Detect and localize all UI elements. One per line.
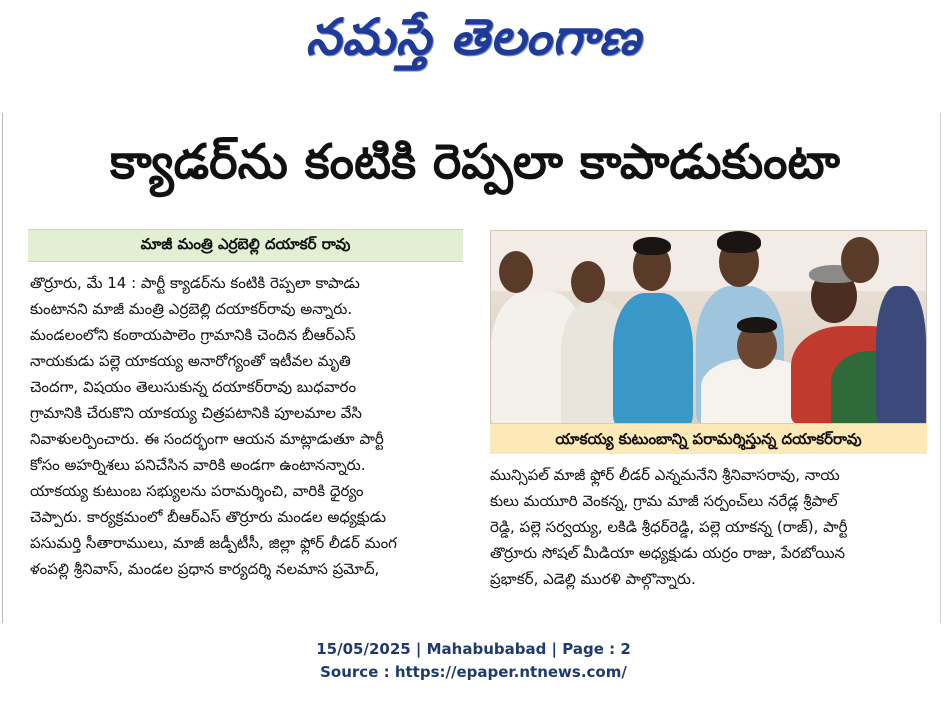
photo-person-head: [499, 251, 533, 293]
newspaper-masthead: నమస్తే తెలంగాణ: [305, 8, 642, 66]
footer-source-line: Source : https://epaper.ntnews.com/: [320, 663, 627, 681]
body-line: చెప్పారు. కార్యక్రమంలో బీఆర్‌ఎస్‌ తొర్రూరు మండల అధ్యక్షుడు: [30, 508, 387, 526]
body-line: మండలంలోని కంఠాయపాలెం గ్రామానికి చెందిన బీఆర్‌ఎస్‌: [30, 326, 356, 344]
footer-date-line: 15/05/2025 | Mahabubabad | Page : 2: [316, 640, 631, 658]
body-line: చెందగా, విషయం తెలుసుకున్న దయాకర్‌రావు బుధవారం: [30, 378, 357, 396]
body-line: నివాళులర్పించారు. ఈ సందర్భంగా ఆయన మాట్లాడుతూ పార్టీ: [30, 430, 384, 448]
article-photo: [490, 230, 927, 425]
body-line: కోసం అహర్నిశలు పనిచేసిన వారికి అండగా ఉంటానన్నారు.: [30, 456, 366, 474]
clipping-edge-right: [940, 113, 941, 623]
photo-person-hair: [633, 237, 671, 255]
article-headline: క్యాడర్‌ను కంటికి రెప్పలా కాపాడుకుంటా: [110, 134, 840, 190]
body-line: కులు మయూరి వెంకన్న, గ్రామ మాజీ సర్పంచ్‌లు నరేడ్ల శ్రీపాల్‌: [490, 492, 838, 510]
body-line: యాకయ్య కుటుంబ సభ్యులను పరామర్శించి, వారికి ధైర్యం: [30, 482, 364, 500]
body-line: ళంపల్లి శ్రీనివాస్‌, మండల ప్రధాన కార్యదర్శి నలమాస ప్రమోద్‌,: [30, 560, 380, 578]
body-line: తొర్రూరు సోషల్‌ మీడియా అధ్యక్షుడు యర్రం రాజు, పేరబోయిన: [490, 544, 846, 562]
photo-caption: యాకయ్య కుటుంబాన్ని పరామర్శిస్తున్న దయాకర్‌రావు: [490, 423, 927, 454]
photo-person-hair: [737, 317, 777, 333]
body-line: రెడ్డి, పల్లె సర్వయ్య, లకిడి శ్రీధర్‌రెడ్డి, పల్లె యాకన్న (రాజ్‌), పార్టీ: [490, 518, 848, 536]
body-line: కుంటానని మాజీ మంత్రి ఎర్రబెల్లి దయాకర్‌రావు అన్నారు.: [30, 300, 353, 318]
body-line: తొర్రూరు, మే 14 : పార్టీ క్యాడర్‌ను కంటికి రెప్పలా కాపాడు: [30, 274, 360, 292]
clipping-edge-left: [2, 113, 3, 623]
body-line: ప్రభాకర్‌, ఎడెల్లి మురళి పాల్గొన్నారు.: [490, 570, 696, 588]
photo-person-head: [571, 261, 605, 303]
body-line: నాయకుడు పల్లె యాకయ్య అనారోగ్యంతో ఇటీవల మృతి: [30, 352, 351, 370]
photo-person-hair: [717, 231, 761, 253]
photo-person: [613, 293, 693, 425]
photo-person: [876, 286, 926, 425]
article-body-right-column: [490, 462, 930, 592]
article-body-left-column: [30, 270, 468, 582]
photo-person-head: [841, 237, 879, 283]
body-line: పసుమర్తి సీతారాములు, మాజీ జడ్పీటీసీ, జిల్లా ఫ్లోర్‌ లీడర్‌ మంగ: [30, 534, 397, 552]
body-line: మున్సిపల్‌ మాజీ ఫ్లోర్‌ లీడర్‌ ఎన్నమనేని శ్రీనివాసరావు, నాయ: [490, 466, 840, 484]
body-line: గ్రామానికి చేరుకొని యాకయ్య చిత్రపటానికి పూలమాల వేసి: [30, 404, 362, 422]
article-subhead: మాజీ మంత్రి ఎర్రబెల్లి దయాకర్‌ రావు: [140, 235, 351, 253]
